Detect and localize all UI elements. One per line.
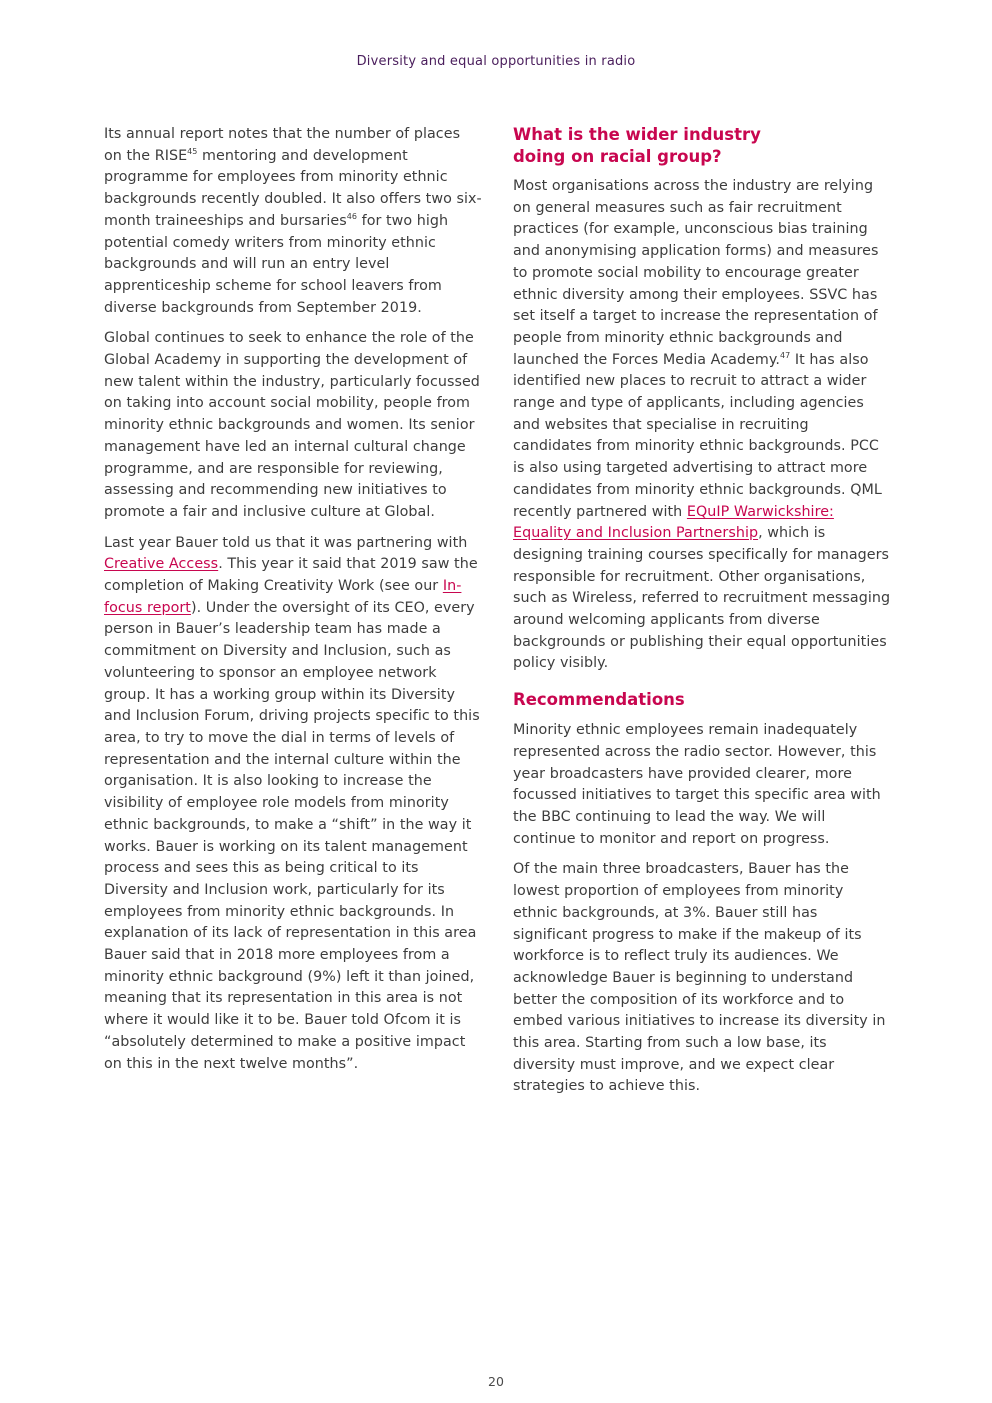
right-column: [513, 124, 891, 1107]
paragraph-text: Its annual report notes that the number of places on the RISE: [104, 126, 461, 164]
heading-line: What is the wider industry: [513, 125, 761, 144]
paragraph-bauer-progress: Of the main three broadcasters, Bauer has the lowest proportion of employees from minority ethnic backgrounds, at 3%. Bauer still has significant progress to make if the makeup of its workforce is to reflect truly its audiences. We acknowledge Bauer is beginning to understand better the composition of its workforce and to embed various initiatives to increase its diversity in this area. Starting from such a low base, its diversity must improve, and we expect clear strategies to achieve this.: [513, 861, 886, 1095]
equip-warwickshire-link[interactable]: EQuIP Warwickshire: Equality and Inclusion Partnership: [513, 503, 834, 542]
left-column: [104, 124, 482, 1084]
paragraph-text: Last year Bauer told us that it was partnering with: [104, 534, 468, 551]
footnote-ref-45[interactable]: 45: [187, 146, 198, 156]
paragraph-text: for two high potential comedy writers from minority ethnic backgrounds and will run an entry level apprenticeship scheme for school leavers from diverse backgrounds from September 2019.: [104, 212, 449, 316]
paragraph-rise-programme: [104, 124, 482, 319]
running-header: Diversity and equal opportunities in radio: [356, 54, 636, 69]
paragraph-text: Most organisations across the industry are relying on general measures such as fair recruitment practices (for example, unconscious bias training and anonymising application forms) and measures to promote social mobility to encourage greater ethnic diversity among their employees. SSVC has set itself a target to increase the representation of people from minority ethnic backgrounds and launched the Forces Media Academy.: [513, 178, 879, 368]
paragraph-bauer: [104, 533, 482, 1076]
heading-line: doing on racial group?: [513, 147, 722, 166]
paragraph-text: ). Under the oversight of its CEO, every person in Bauer’s leadership team has made a commitment on Diversity and Inclusion, such as volunteering to sponsor an employee network group. It has a working group within its Diversity and Inclusion Forum, driving projects specific to this area, to try to move the dial in terms of levels of representation and the internal culture within the organisation. It is also looking to increase the visibility of employee role models from minority ethnic backgrounds, to make a “shift” in the way it works. Bauer is working on its talent management process and sees this as being critical to its Diversity and Inclusion work, particularly for its employees from minority ethnic backgrounds. In explanation of its lack of representation in this area Bauer said that in 2018 more employees from a minority ethnic background (9%) left it than joined, meaning that its representation in this area is not where it would like it to be. Bauer told Ofcom it is “absolutely determined to make a positive impact on this in the next twelve months”.: [104, 599, 480, 1072]
footnote-ref-47[interactable]: 47: [779, 350, 791, 360]
footnote-ref-46[interactable]: 46: [346, 212, 358, 222]
in-focus-report-link[interactable]: In-focus report: [104, 578, 462, 616]
paragraph-recommendations: Minority ethnic employees remain inadequately represented across the radio sector. However, this year broadcasters have provided clearer, more focussed initiatives to target this specific area with the BBC continuing to lead the way. We will continue to monitor and report on progress.: [513, 722, 881, 847]
section-heading-recommendations: Recommendations: [513, 690, 685, 710]
paragraph-industry-measures: [513, 176, 891, 675]
creative-access-link[interactable]: Creative Access: [104, 556, 219, 573]
paragraph-text: mentoring and development programme for employees from minority ethnic backgrounds recently doubled. It also offers two six-month traineeships and bursaries: [104, 147, 482, 229]
page-number: 20: [488, 1374, 504, 1389]
paragraph-text: It has also identified new places to recruit to attract a wider range and type of applicants, including agencies and websites that specialise in recruiting candidates from minority ethnic backgrounds. PCC is also using targeted advertising to attract more candidates from minority ethnic backgrounds. QML recently partnered with: [513, 351, 882, 520]
paragraph-text: . This year it said that 2019 saw the completion of Making Creativity Work (see our: [104, 556, 478, 595]
paragraph-global-academy: Global continues to seek to enhance the role of the Global Academy in supporting the development of new talent within the industry, particularly focussed on taking into account social mobility, people from minority ethnic backgrounds and women. Its senior management have led an internal cultural change programme, and are responsible for reviewing, assessing and recommending new initiatives to promote a fair and inclusive culture at Global.: [104, 330, 480, 520]
paragraph-text: , which is designing training courses specifically for managers responsible for recruitment. Other organisations, such as Wireless, referred to recruitment messaging around welcoming applicants from diverse backgrounds or publishing their equal opportunities policy visibly.: [513, 525, 891, 672]
section-heading-wider-industry: [513, 124, 891, 168]
